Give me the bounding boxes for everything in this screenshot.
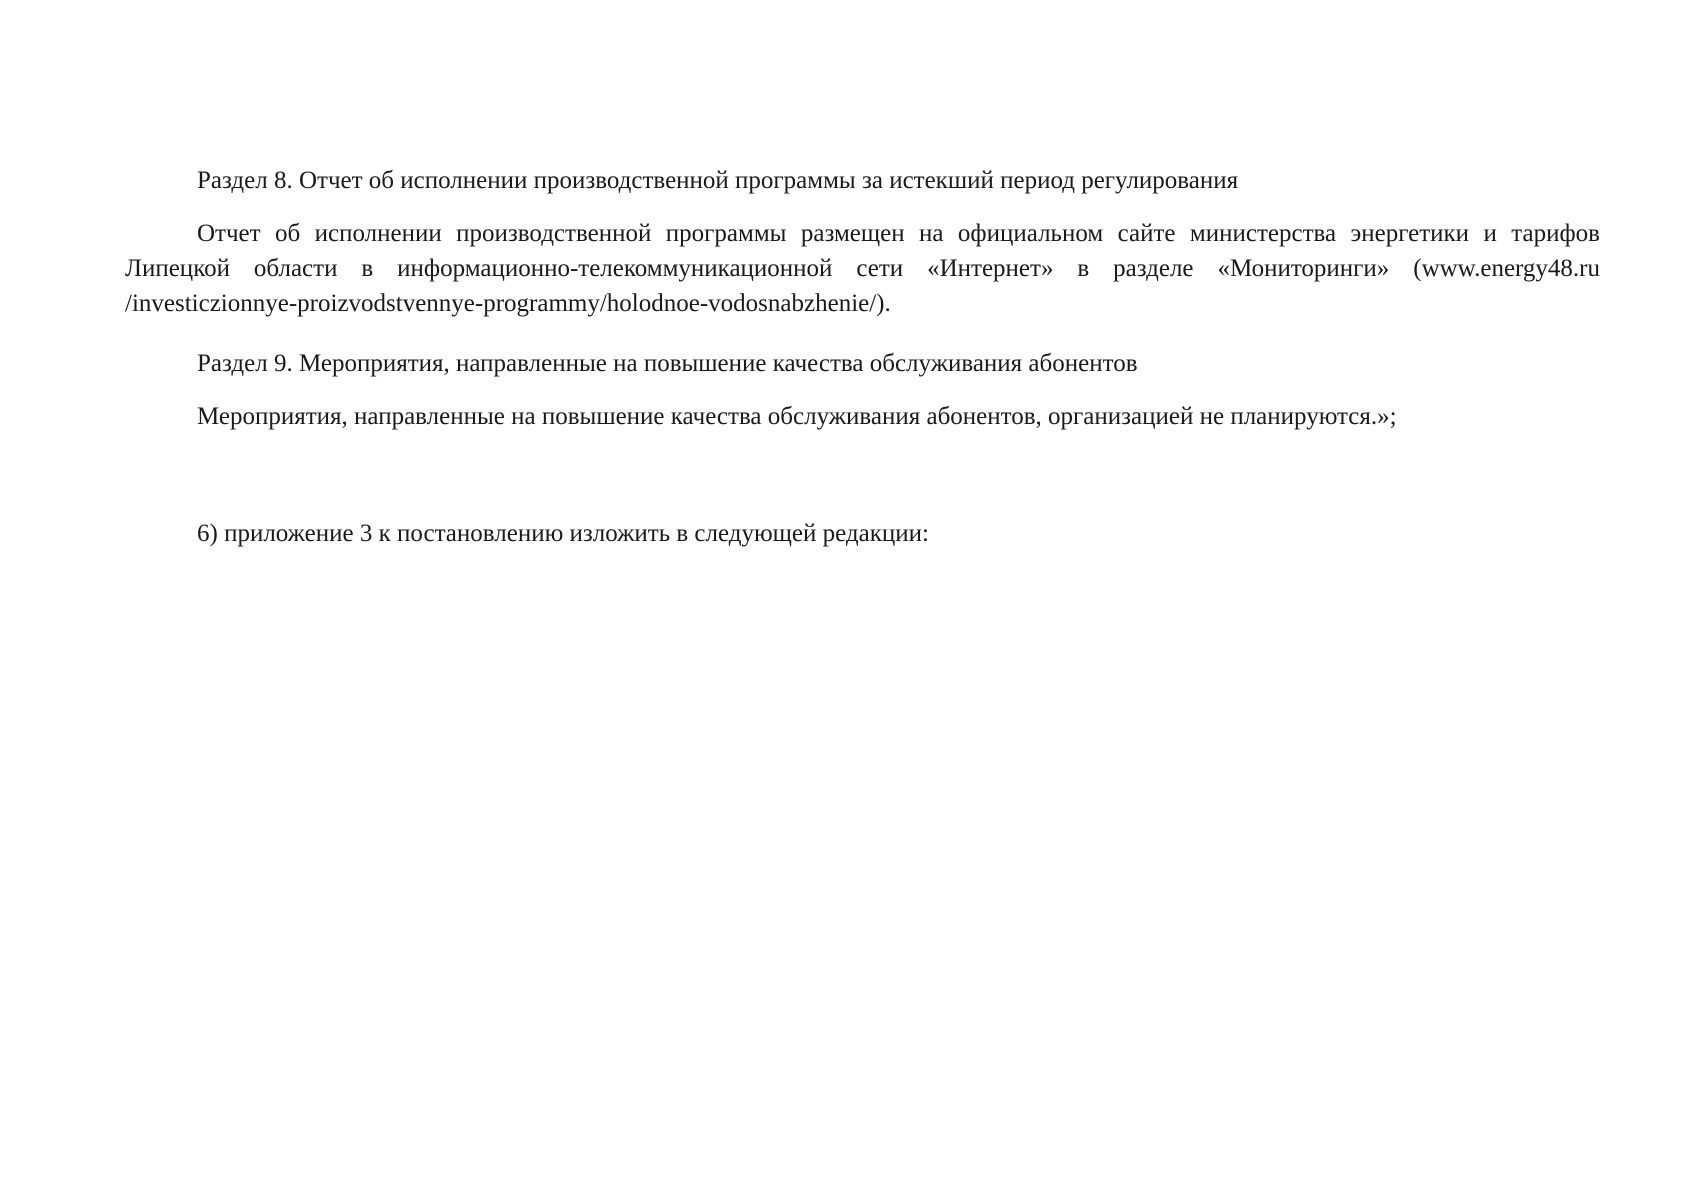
- item-6-text: 6) приложение 3 к постановлению изложить в следующей редакции:: [197, 520, 929, 547]
- section-9-heading: Раздел 9. Мероприятия, направленные на повышение качества обслуживания абонентов: [197, 350, 1138, 377]
- section-9-body: Мероприятия, направленные на повышение качества обслуживания абонентов, организацией не планируются.»;: [197, 403, 1397, 430]
- section-8-body: Отчет об исполнении производственной программы размещен на официальном сайте министерства энергетики и тарифов Липецкой области в информационно-телекоммуникационной сети «Интернет» в разделе «Мониторинги» (www.energy48.ru /investiczionnye-proizvodstvennye-programmy/holodnoe-vodosnabzhenie/).: [125, 220, 1600, 317]
- section-8-heading: Раздел 8. Отчет об исполнении производственной программы за истекший период регулирования: [197, 167, 1239, 194]
